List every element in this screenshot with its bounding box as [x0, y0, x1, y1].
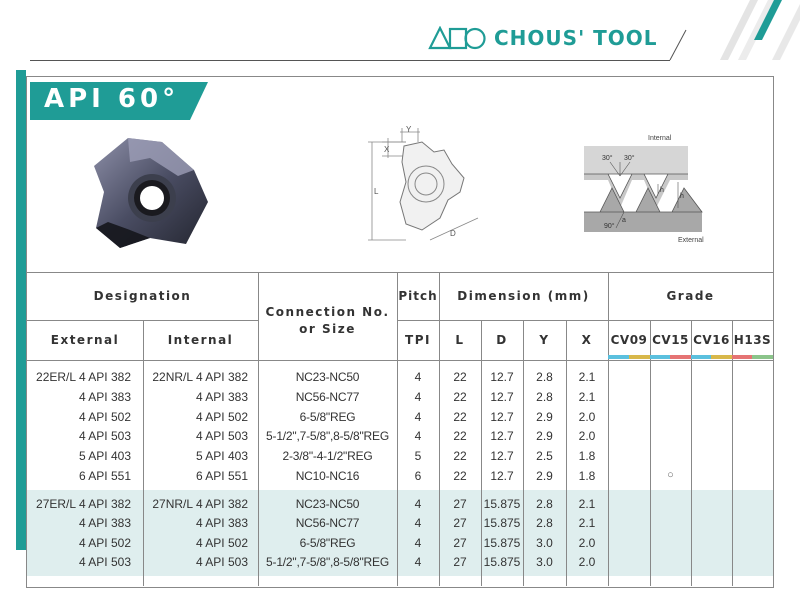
cell-y: 2.9: [536, 429, 553, 443]
cell-y: 2.8: [536, 516, 553, 530]
cell-l: 22: [453, 469, 467, 483]
cell-x: 2.1: [578, 516, 596, 530]
cell-x: 2.0: [578, 429, 596, 443]
cell-l: 27: [453, 536, 467, 550]
cell-x: 2.0: [578, 555, 596, 569]
grade-cv16: CV16: [693, 333, 730, 347]
cell-external: 4 API 503: [78, 429, 131, 443]
header-divider-dimension: [397, 320, 773, 321]
page-title: API 60°: [44, 84, 180, 114]
cell-y: 3.0: [536, 536, 553, 550]
dim-l-label: L: [374, 187, 379, 196]
grade-stripe-cv16-2: [711, 355, 732, 359]
dim-a-label: a: [622, 217, 626, 224]
cell-connection: NC10-NC16: [295, 469, 360, 483]
cell-connection: 6-5/8"REG: [299, 536, 356, 550]
header-divider-slant: [668, 28, 688, 62]
cell-y: 2.8: [536, 390, 553, 404]
dim-d-label: D: [450, 229, 456, 238]
corner-stripes: [680, 0, 800, 60]
col-divider-10: [691, 320, 692, 586]
cell-connection: NC23-NC50: [295, 497, 360, 511]
grade-stripe-h13s-1: [732, 355, 753, 359]
dim-h2-label: h: [680, 193, 684, 200]
col-divider-9: [650, 320, 651, 586]
cell-d: 12.7: [490, 469, 514, 483]
cell-l: 22: [453, 449, 467, 463]
cell-connection: 5-1/2",7-5/8",8-5/8"REG: [266, 429, 389, 443]
cell-external: 5 API 403: [78, 449, 131, 463]
cell-l: 27: [453, 516, 467, 530]
cell-internal: 4 API 502: [195, 410, 248, 424]
cell-x: 2.0: [578, 410, 596, 424]
header-dimension: Dimension (mm): [457, 289, 590, 303]
cell-external: 27ER/L 4 API 382: [36, 497, 131, 511]
cell-tpi: 4: [414, 410, 422, 424]
cell-l: 22: [453, 370, 467, 384]
cell-y: 3.0: [536, 555, 553, 569]
cell-internal: 6 API 551: [195, 469, 248, 483]
thread-profile-diagram: [578, 132, 708, 248]
header-connection-line1: Connection No.: [265, 305, 390, 319]
cell-x: 2.1: [578, 497, 596, 511]
cell-external: 6 API 551: [78, 469, 131, 483]
cell-internal: 27NR/L 4 API 382: [152, 497, 248, 511]
dim-h-label: h: [660, 187, 664, 194]
insert-dimension-diagram: [360, 122, 500, 256]
cell-connection: 2-3/8"-4-1/2"REG: [282, 449, 373, 463]
cell-y: 2.9: [536, 410, 553, 424]
grade-cv15: CV15: [652, 333, 689, 347]
cell-internal: 4 API 383: [195, 516, 248, 530]
cell-x: 2.1: [578, 370, 596, 384]
cell-y: 2.5: [536, 449, 553, 463]
brand-name: CHOUS' TOOL: [494, 26, 658, 50]
header-grade: Grade: [666, 289, 715, 303]
dim-x-label: X: [384, 145, 390, 154]
grade-stripe-cv09-2: [629, 355, 650, 359]
cell-external: 4 API 502: [78, 536, 131, 550]
cell-internal: 4 API 383: [195, 390, 248, 404]
header-x: X: [581, 333, 593, 347]
cell-d: 15.875: [483, 516, 521, 530]
cell-x: 1.8: [578, 449, 596, 463]
cell-tpi: 4: [414, 497, 422, 511]
cell-tpi: 6: [414, 469, 422, 483]
grade-stripe-h13s-2: [752, 355, 773, 359]
header-tpi: TPI: [405, 333, 431, 347]
accent-bar: [16, 70, 26, 550]
logo-icon: [428, 26, 486, 50]
cell-l: 22: [453, 410, 467, 424]
cell-external: 22ER/L 4 API 382: [36, 370, 131, 384]
cell-d: 12.7: [490, 390, 514, 404]
cell-connection: NC56-NC77: [295, 516, 360, 530]
cell-internal: 4 API 502: [195, 536, 248, 550]
cell-d: 15.875: [483, 555, 521, 569]
cell-tpi: 4: [414, 516, 422, 530]
cell-tpi: 4: [414, 555, 422, 569]
external-label: External: [678, 237, 704, 244]
cell-internal: 4 API 503: [195, 429, 248, 443]
cell-internal: 5 API 403: [195, 449, 248, 463]
header-bottom-border: [27, 360, 773, 361]
header-designation: Designation: [93, 289, 192, 303]
cell-internal: 4 API 503: [195, 555, 248, 569]
cell-d: 12.7: [490, 449, 514, 463]
grade-stripe-cv15-2: [670, 355, 691, 359]
header-y: Y: [539, 333, 550, 347]
cell-d: 12.7: [490, 410, 514, 424]
header-external: External: [50, 333, 120, 347]
cell-external: 4 API 502: [78, 410, 131, 424]
cell-l: 22: [453, 429, 467, 443]
cell-connection: NC56-NC77: [295, 390, 360, 404]
brand-logo: [428, 24, 658, 52]
grade-stripe-cv09-1: [608, 355, 629, 359]
cell-internal: 22NR/L 4 API 382: [152, 370, 248, 384]
grade-cv09: CV09: [610, 333, 648, 347]
cell-tpi: 4: [414, 390, 422, 404]
grade-stripe-cv15-1: [650, 355, 671, 359]
cell-y: 2.8: [536, 370, 553, 384]
angle-right-label: 30°: [624, 155, 635, 162]
header-connection-line2: or Size: [299, 322, 356, 336]
header-divider: [30, 60, 670, 61]
grade-availability-mark: ○: [667, 469, 674, 481]
internal-label: Internal: [648, 135, 672, 142]
cell-x: 2.1: [578, 390, 596, 404]
header-d: D: [496, 333, 508, 347]
grade-stripe-cv16-1: [691, 355, 712, 359]
col-divider-8: [608, 272, 609, 586]
cell-d: 15.875: [483, 497, 521, 511]
cell-external: 4 API 503: [78, 555, 131, 569]
cell-external: 4 API 383: [78, 390, 131, 404]
cell-d: 12.7: [490, 429, 514, 443]
cell-y: 2.8: [536, 497, 553, 511]
cell-x: 1.8: [578, 469, 596, 483]
cell-tpi: 4: [414, 370, 422, 384]
cell-x: 2.0: [578, 536, 596, 550]
col-divider-11: [732, 320, 733, 586]
dim-y-label: Y: [406, 125, 412, 134]
cell-l: 22: [453, 390, 467, 404]
cell-tpi: 4: [414, 429, 422, 443]
table-top-border: [27, 272, 773, 273]
cell-connection: NC23-NC50: [295, 370, 360, 384]
cell-external: 4 API 383: [78, 516, 131, 530]
header-internal: Internal: [167, 333, 234, 347]
header-pitch: Pitch: [398, 289, 438, 303]
cell-y: 2.9: [536, 469, 553, 483]
cell-connection: 6-5/8"REG: [299, 410, 356, 424]
cell-l: 27: [453, 497, 467, 511]
cell-tpi: 5: [414, 449, 422, 463]
cell-connection: 5-1/2",7-5/8",8-5/8"REG: [266, 555, 389, 569]
angle-bottom-label: 90°: [604, 223, 615, 230]
angle-left-label: 30°: [602, 155, 613, 162]
cell-d: 15.875: [483, 536, 521, 550]
grade-h13s: H13S: [733, 333, 772, 347]
insert-photo: [90, 132, 210, 252]
cell-tpi: 4: [414, 536, 422, 550]
header-l: L: [455, 333, 465, 347]
cell-d: 12.7: [490, 370, 514, 384]
cell-l: 27: [453, 555, 467, 569]
